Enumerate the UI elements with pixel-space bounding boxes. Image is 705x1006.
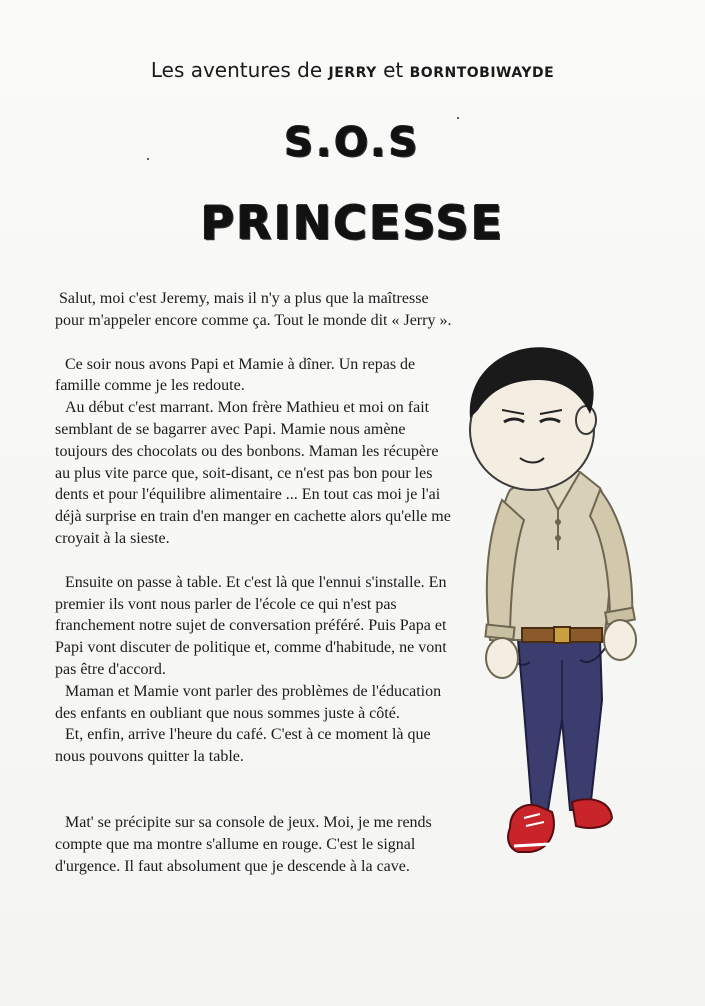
story-text (55, 288, 455, 877)
paragraph: Maman et Mamie vont parler des problèmes de l'éducation des enfants en oubliant que nous sommes juste à côté. (55, 682, 442, 722)
subtitle-prefix: Les aventures de (150, 58, 323, 82)
paragraph: Ce soir nous avons Papi et Mamie à dîner. Un repas de famille comme je les redoute. (55, 355, 416, 395)
story-title-line-1: S.O.S (284, 120, 421, 166)
jerry-character-illustration (440, 340, 660, 880)
story-title-line-2: PRINCESSE (200, 196, 505, 250)
paragraph: Mat' se précipite sur sa console de jeux. Moi, je me rends compte que ma montre s'allume en rouge. C'est le signal d'urgence. Il faut absolument que je descende à la cave. (55, 813, 432, 875)
paragraph: Et, enfin, arrive l'heure du café. C'est à ce moment là que nous pouvons quitter la table. (55, 726, 431, 766)
subtitle-conjunction: et (383, 58, 404, 82)
paragraph: Ensuite on passe à table. Et c'est là que l'ennui s'installe. En premier ils vont nous parler de l'école ce qui n'est pas franchement notre sujet de conversation préféré. Puis Papa et Papi vont discuter de politique et, comme d'habitude, ne vont pas être d'accord. (55, 573, 447, 678)
paragraph: Au début c'est marrant. Mon frère Mathieu et moi on fait semblant de se bagarrer avec Papi. Mamie nous amène toujours des chocolats ou des bonbons. Maman les récupère au plus vite parce que, soit-disant, ce n'est pas bon pour les dents et pour l'équilibre alimentaire ... En tout cas moi je l'ai déjà surprise en train d'en manger en cachette alors qu'elle me croyait à la sieste. (55, 399, 451, 547)
character-name-borntobiwayde: BORNTOBIWAYDE (409, 65, 555, 81)
paragraph: Salut, moi c'est Jeremy, mais il n'y a plus que la maîtresse pour m'appeler encore comme ça. Tout le monde dit « Jerry ». (55, 290, 452, 329)
print-speck (457, 117, 459, 119)
series-subtitle (0, 58, 705, 82)
print-speck (147, 158, 149, 160)
character-name-jerry: JERRY (328, 65, 377, 81)
